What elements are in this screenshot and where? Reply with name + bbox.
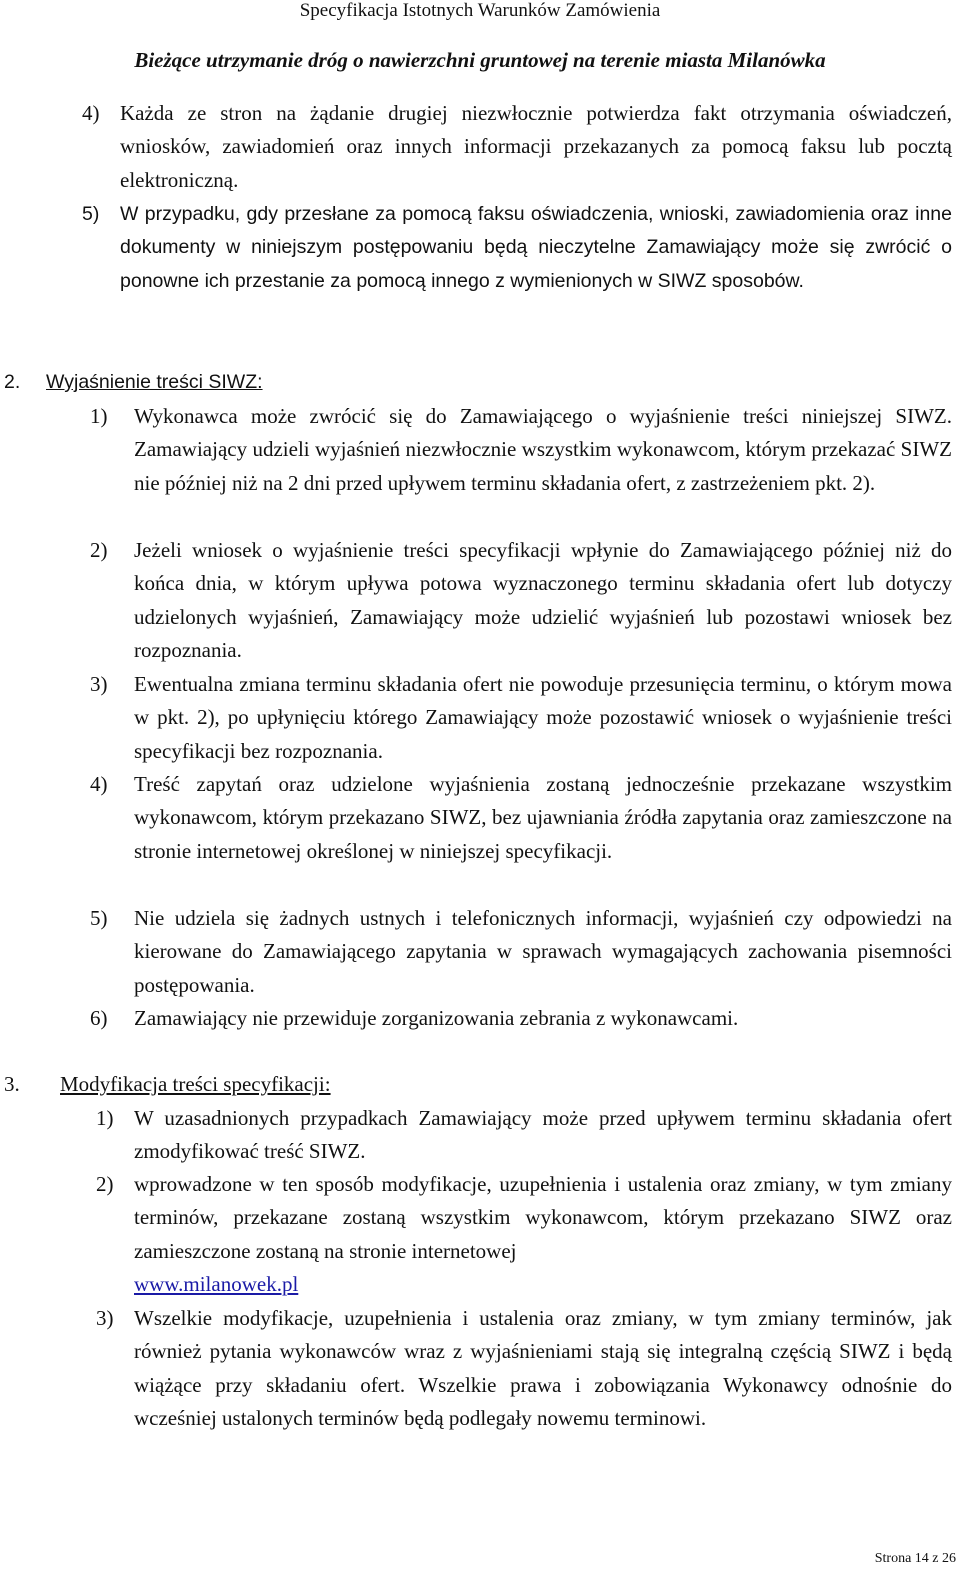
milanowek-website-link[interactable]: www.milanowek.pl — [134, 1272, 299, 1296]
section-2-item-1-text: Wykonawca może zwrócić się do Zamawiającego o wyjaśnienie treści niniejszej SIWZ. Zamawiający udzieli wyjaśnień niezwłocznie wszystkim wykonawcom, którym przekazać SIWZ nie później niż na 2 dni przed upływem terminu składania ofert, z zastrzeżeniem pkt. 2). — [134, 404, 952, 495]
section-2-item-6-text: Zamawiający nie przewiduje zorganizowania zebrania z wykonawcami. — [134, 1006, 739, 1030]
section-2-item-6-number: 6) — [90, 1006, 108, 1030]
section-2-item-1-number: 1) — [90, 404, 108, 428]
intro-item-4-number: 4) — [82, 101, 100, 125]
section-3-item-1-text: W uzasadnionych przypadkach Zamawiający może przed upływem terminu składania ofert zmodyfikować treść SIWZ. — [134, 1106, 952, 1164]
spec-header: Specyfikacja Istotnych Warunków Zamówienia — [299, 0, 661, 21]
section-3-item-2-text: wprowadzone w ten sposób modyfikacje, uzupełnienia i ustalenia oraz zmiany, w tym zmiany terminów, przekazane zostaną wszystkim wykonawcom, którym przekazano SIWZ oraz zamieszczone zostaną na stronie internetowej — [134, 1172, 952, 1263]
section-2-number: 2. — [4, 371, 21, 393]
project-title: Bieżące utrzymanie dróg o nawierzchni gruntowej na terenie miasta Milanówka — [134, 48, 826, 72]
page-number: Strona 14 z 26 — [874, 1551, 956, 1566]
section-2-item-4-number: 4) — [90, 772, 108, 796]
section-3-number: 3. — [4, 1072, 20, 1096]
intro-item-5-number: 5) — [82, 203, 100, 225]
section-2-item-3-text: Ewentualna zmiana terminu składania ofert nie powoduje przesunięcia terminu, o którym mowa w pkt. 2), po upłynięciu którego Zamawiający może pozostawić wniosek o wyjaśnienie treści specyfikacji bez rozpoznania. — [134, 672, 952, 763]
intro-item-5-text: W przypadku, gdy przesłane za pomocą faksu oświadczenia, wnioski, zawiadomienia oraz inne dokumenty w niniejszym postępowaniu będą nieczytelne Zamawiający może się zwrócić o ponowne ich przestanie za pomocą innego z wymienionych w SIWZ sposobów. — [120, 203, 952, 292]
section-3-title: Modyfikacja treści specyfikacji: — [60, 1072, 331, 1096]
section-3-item-2-number: 2) — [96, 1172, 114, 1196]
section-2-title: Wyjaśnienie treści SIWZ: — [46, 371, 263, 393]
section-2-item-5-number: 5) — [90, 906, 108, 930]
section-3-item-1-number: 1) — [96, 1106, 114, 1130]
section-2-item-5-text: Nie udziela się żadnych ustnych i telefonicznych informacji, wyjaśnień czy odpowiedzi na kierowane do Zamawiającego zapytania w sprawach wymagających zachowania pisemności postępowania. — [134, 906, 952, 997]
section-3-item-3-text: Wszelkie modyfikacje, uzupełnienia i ustalenia oraz zmiany, w tym zmiany terminów, jak również pytania wykonawców wraz z wyjaśnieniami stają się integralną częścią SIWZ i będą wiążące przy składaniu ofert. Wszelkie prawa i zobowiązania Wykonawcy odnośnie do wcześniej ustalonych terminów będą podlegały nowemu terminowi. — [134, 1306, 952, 1431]
section-2-item-2-number: 2) — [90, 538, 108, 562]
intro-item-4-text: Każda ze stron na żądanie drugiej niezwłocznie potwierdza fakt otrzymania oświadczeń, wniosków, zawiadomień oraz innych informacji przekazanych za pomocą faksu lub pocztą elektroniczną. — [120, 101, 952, 192]
section-2-item-3-number: 3) — [90, 672, 108, 696]
section-3-item-3-number: 3) — [96, 1306, 114, 1330]
section-2-item-2-text: Jeżeli wniosek o wyjaśnienie treści specyfikacji wpłynie do Zamawiającego później niż do końca dnia, w którym upływa potowa wyznaczonego terminu składania ofert lub dotyczy udzielonych wyjaśnień, Zamawiający może udzielić wyjaśnień lub pozostawi wniosek bez rozpoznania. — [134, 538, 952, 663]
section-2-item-4-text: Treść zapytań oraz udzielone wyjaśnienia zostaną jednocześnie przekazane wszystkim wykonawcom, którym przekazano SIWZ, bez ujawniania źródła zapytania oraz zamieszczone na stronie internetowej określonej w niniejszej specyfikacji. — [134, 772, 952, 863]
